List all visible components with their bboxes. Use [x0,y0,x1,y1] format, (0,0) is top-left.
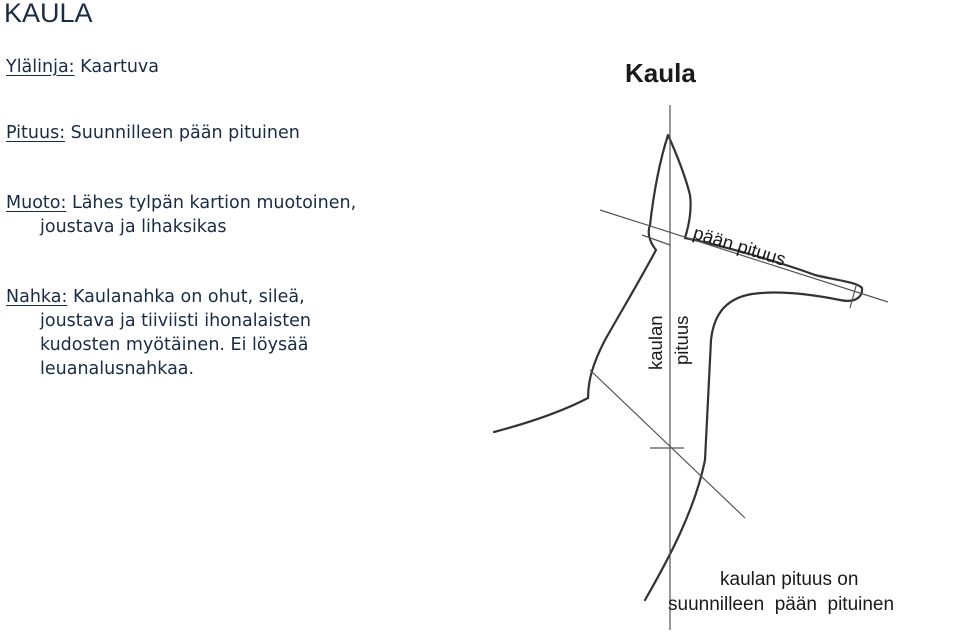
dog-head-outline [494,135,862,600]
entry-text: Suunnilleen pään pituinen [70,123,300,143]
back-of-neck-outline [494,225,656,432]
entry-ylalinja [6,55,159,79]
neck-length-label-1: kaulan [645,315,666,370]
entry-pituus [6,121,300,145]
entry-label: Ylälinja: [6,57,75,77]
entry-text: Lähes tylpän kartion muotoinen, [71,193,357,213]
entry-label: Pituus: [6,123,66,143]
neck-length-diagonal-line [590,370,745,518]
entry-label: Muoto: [6,193,67,213]
entry-muoto [6,191,356,239]
page-title: KAULA [4,0,93,28]
neck-length-label-2: pituus [671,315,692,365]
diagram-caption-line-1: kaulan pituus on [720,569,859,590]
muzzle-outline [645,238,862,600]
head-length-label: pään pituus [690,221,789,270]
entry-text: joustava ja tiiviisti ihonalaisten [40,311,311,331]
tick-mark-nose [850,286,856,308]
entry-nahka [6,285,311,381]
tick-mark-throat [642,235,670,245]
entry-text: kudosten myötäinen. Ei löysää [40,335,309,355]
entry-text: leuanalusnahkaa. [40,359,195,379]
diagram-title: Kaula [625,58,696,88]
neck-diagram [480,40,960,640]
entry-text: Kaulanahka on ohut, sileä, [72,287,305,307]
diagram-caption-line-2: suunnilleen pään pituinen [668,594,895,615]
entry-text: joustava ja lihaksikas [40,217,227,237]
entry-label: Nahka: [6,287,68,307]
measurement-lines [590,105,888,630]
entry-text: Kaartuva [80,57,160,77]
